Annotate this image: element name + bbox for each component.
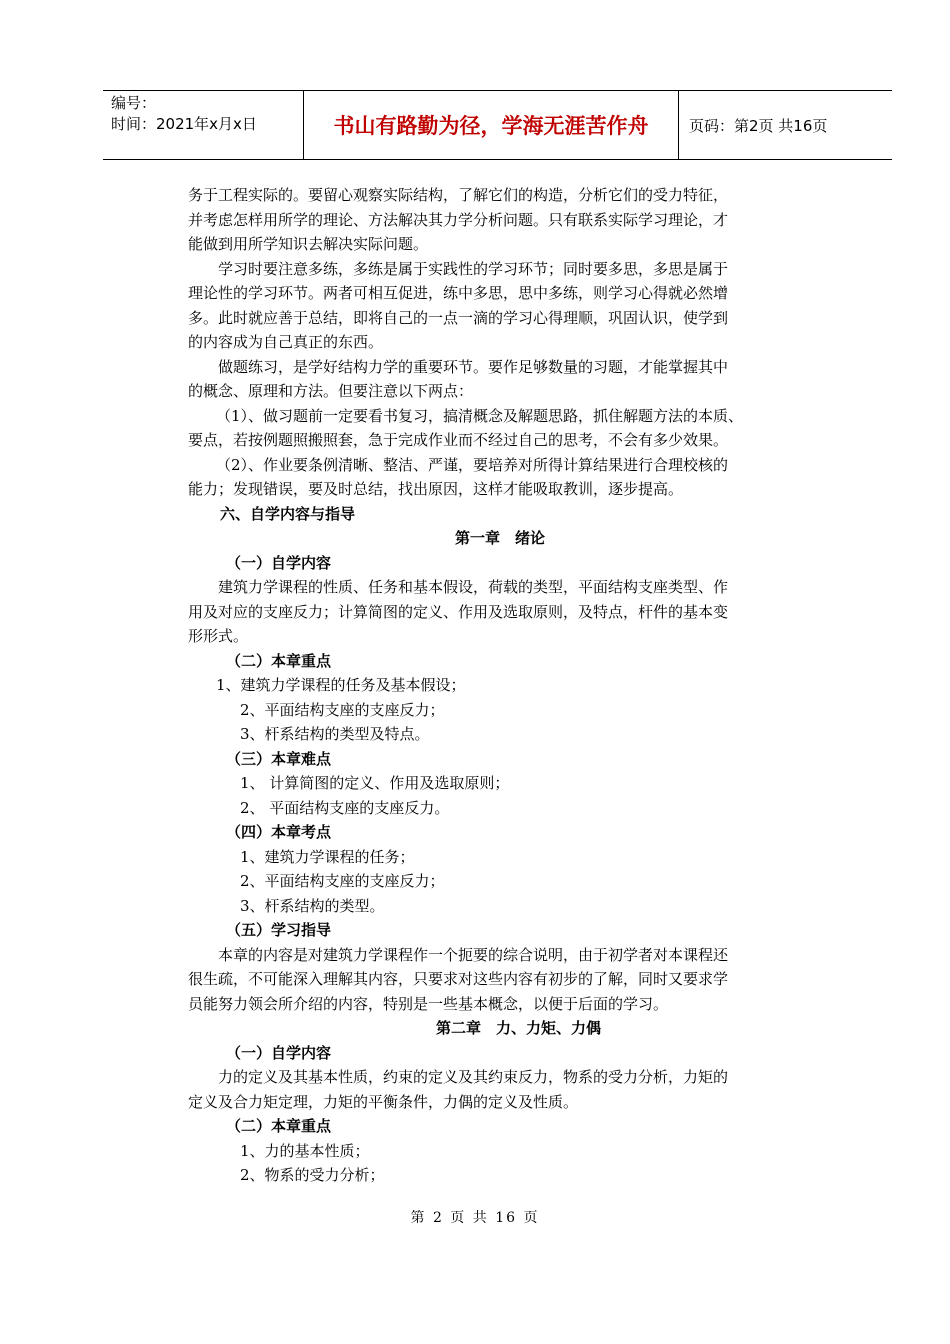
paragraph-line: 很生疏，不可能深入理解其内容，只要求对这些内容有初步的了解，同时又要求学	[188, 970, 729, 988]
header-divider	[678, 91, 679, 159]
paragraph-line: 用及对应的支座反力；计算简图的定义、作用及选取原则，及特点，杆件的基本变	[188, 602, 729, 621]
date-label: 时间：2021年x月x日	[111, 115, 257, 133]
paragraph-line: 做题练习，是学好结构力学的重要环节。要作足够数量的习题，才能掌握其中	[218, 357, 729, 376]
subsection-heading: （二）本章重点	[226, 1117, 332, 1135]
paragraph-line: 能做到用所学知识去解决实际问题。	[188, 235, 429, 253]
paragraph-line: 本章的内容是对建筑力学课程作一个扼要的综合说明，由于初学者对本课程还	[218, 945, 729, 964]
list-item: 3、杆系结构的类型。	[240, 896, 385, 915]
document-body	[188, 183, 812, 1188]
list-item: 1、建筑力学课程的任务；	[240, 847, 415, 866]
paragraph-line: （2）、作业要条例清晰、整洁、严谨，要培养对所得计算结果进行合理校核的	[216, 455, 729, 474]
list-item: 2、物系的受力分析；	[240, 1166, 385, 1184]
list-item: 1、 计算简图的定义、作用及选取原则；	[240, 774, 510, 792]
subsection-heading: （四）本章考点	[226, 823, 332, 841]
paragraph-line: 建筑力学课程的性质、任务和基本假设，荷载的类型，平面结构支座类型、作	[218, 578, 729, 596]
chapter-title: 第二章 力、力矩、力偶	[436, 1019, 602, 1037]
header-meta	[111, 93, 257, 135]
list-item: 3、杆系结构的类型及特点。	[240, 725, 430, 743]
paragraph-line: 多。此时就应善于总结，即将自己的一点一滴的学习心得理顺，巩固认识，使学到	[188, 308, 729, 327]
list-item: 2、平面结构支座的支座反力；	[240, 872, 445, 890]
page-footer: 第 2 页 共 16 页	[410, 1210, 540, 1226]
subsection-heading: （一）自学内容	[226, 1043, 332, 1062]
paragraph-line: 的概念、原理和方法。但要注意以下两点：	[188, 382, 474, 400]
list-item: 1、力的基本性质；	[240, 1141, 370, 1160]
paragraph-line: 能力；发现错误，要及时总结，找出原因，这样才能吸取教训，逐步提高。	[188, 480, 684, 498]
list-item: 2、平面结构支座的支座反力；	[240, 700, 445, 719]
paragraph-line: 形形式。	[188, 627, 249, 645]
paragraph-line: 员能努力领会所介绍的内容，特别是一些基本概念，以便于后面的学习。	[188, 994, 669, 1013]
subsection-heading: （二）本章重点	[226, 651, 332, 670]
paragraph-line: （1）、做习题前一定要看书复习，搞清概念及解题思路，抓住解题方法的本质、	[216, 406, 744, 425]
paragraph-line: 学习时要注意多练，多练是属于实践性的学习环节；同时要多思，多思是属于	[218, 259, 729, 278]
chapter-title: 第一章 绪论	[454, 529, 545, 547]
page-header	[103, 90, 892, 160]
paragraph-line: 要点，若按例题照搬照套，急于完成作业而不经过自己的思考，不会有多少效果。	[188, 431, 729, 449]
section-heading: 六、自学内容与指导	[220, 504, 356, 523]
header-page-info: 页码：第2页 共16页	[689, 116, 828, 135]
paragraph-line: 定义及合力矩定理，力矩的平衡条件，力偶的定义及性质。	[188, 1092, 579, 1111]
paragraph-line: 的内容成为自己真正的东西。	[188, 333, 384, 351]
subsection-heading: （三）本章难点	[226, 749, 332, 768]
header-motto: 书山有路勤为径，学海无涯苦作舟	[333, 114, 649, 138]
subsection-heading: （一）自学内容	[226, 553, 332, 572]
subsection-heading: （五）学习指导	[226, 921, 332, 939]
paragraph-line: 力的定义及其基本性质，约束的定义及其约束反力，物系的受力分析，力矩的	[218, 1068, 729, 1086]
paragraph-line: 并考虑怎样用所学的理论、方法解决其力学分析问题。只有联系实际学习理论，才	[188, 210, 729, 229]
list-item: 1、建筑力学课程的任务及基本假设；	[216, 676, 466, 694]
serial-number-label: 编号：	[111, 94, 157, 112]
paragraph-line: 务于工程实际的。要留心观察实际结构，了解它们的构造，分析它们的受力特征，	[188, 186, 729, 204]
paragraph-line: 理论性的学习环节。两者可相互促进，练中多思，思中多练，则学习心得就必然增	[188, 284, 729, 302]
list-item: 2、 平面结构支座的支座反力。	[240, 798, 450, 817]
